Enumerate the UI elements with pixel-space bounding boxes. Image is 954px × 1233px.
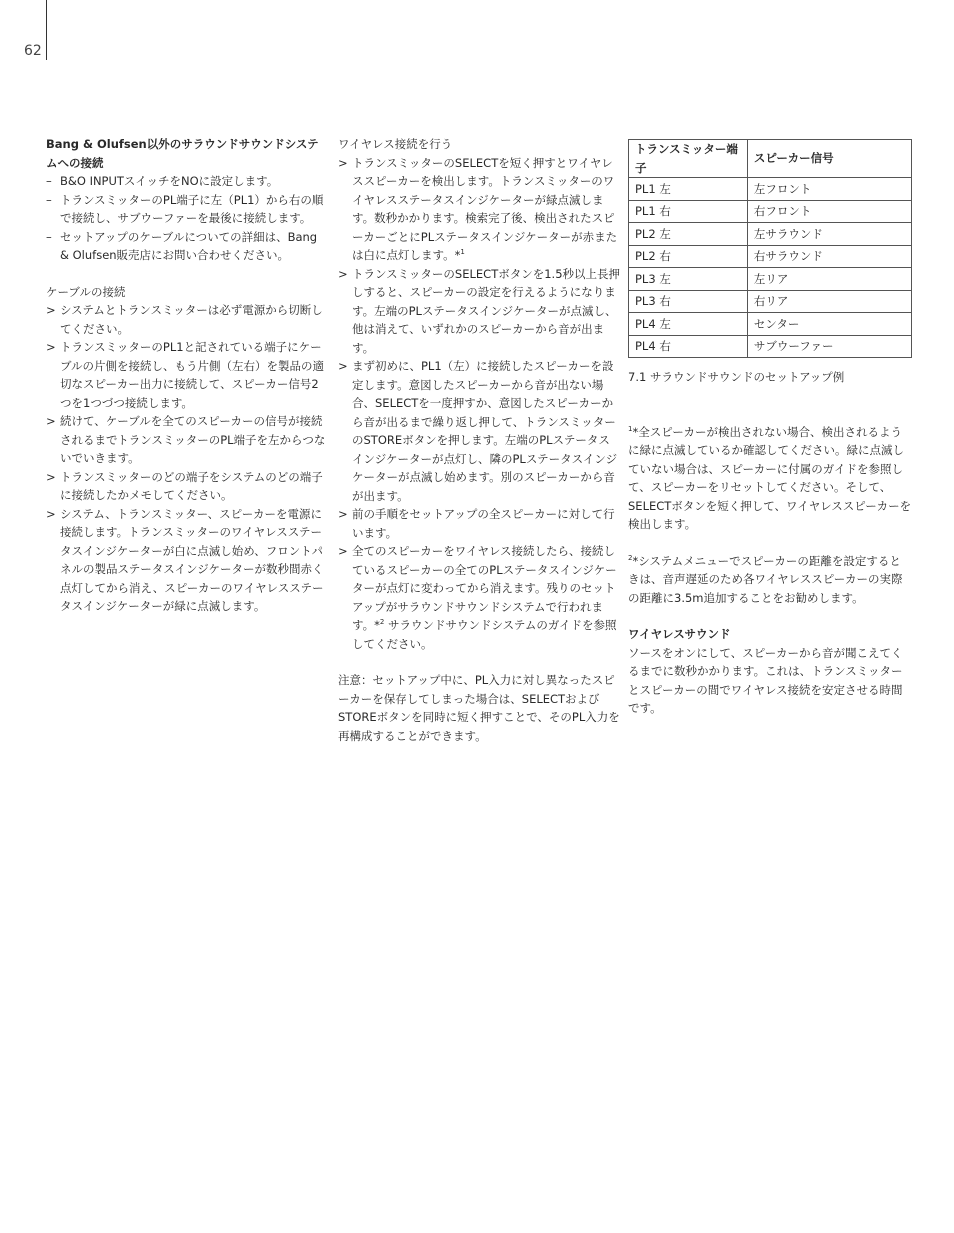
table-cell: PL3 右 [629,290,748,313]
list-item [338,542,620,653]
table-row [629,268,912,291]
arrow-marker: > [46,414,56,428]
margin-rule [46,0,47,60]
table-row [629,245,912,268]
section-heading-wireless-sound: ワイヤレスサウンド [628,627,731,641]
table-cell: 左サラウンド [747,223,911,246]
table-cell: PL1 左 [629,178,748,201]
footnote-ref: 1 [460,248,465,257]
table-cell: 右フロント [747,200,911,223]
arrow-marker: > [46,340,56,354]
arrow-marker: > [338,544,348,558]
table-cell: 右リア [747,290,911,313]
table-row [629,313,912,336]
column-left [46,135,326,616]
footnote-text: *全スピーカーが検出されない場合、検出されるように緑に点滅しているか確認してください。緑に点滅していない場合は、スピーカーに付属のガイドを参照して、スピーカーをリセットしてください。そして、SELECTボタンを短く押して、ワイヤレススピーカーを検出します。 [628,424,912,531]
table-cell: 左リア [747,268,911,291]
list-item-text-continued: サラウンドサウンドシステムのガイドを参照してください。 [352,618,617,651]
table-cell: センター [747,313,911,336]
list-item-text: B&O INPUTスイッチをNOに設定します。 [60,174,279,188]
list-item [46,301,326,338]
list-item-text: システム、トランスミッター、スピーカーを電源に接続します。トランスミッターのワイヤレスステータスインジケーターが白に点滅し始め、フロントパネルの製品ステータスインジケーターが数秒間赤く点灯してから消え、スピーカーのワイヤレスステータスインジケーターが緑に点滅します。 [60,506,324,613]
footnote-text: *システムメニューでスピーカーの距離を設定するときは、音声遅延のため各ワイヤレススピーカーの実際の距離に3.5m追加することをお勧めします。 [628,553,903,605]
arrow-marker: > [46,506,56,521]
footnote-mark: 2 [628,553,633,562]
table-header-cell: スピーカー信号 [747,140,911,178]
arrow-marker: > [46,469,56,484]
table-cell: PL4 左 [629,313,748,336]
table-cell: PL2 左 [629,223,748,246]
table-row [629,335,912,358]
footnote-mark: 1 [628,424,633,433]
list-item-text: トランスミッターのSELECTを短く押すとワイヤレススピーカーを検出します。トランスミッターのワイヤレスステータスインジケーターが緑点滅します。数秒かかります。検索完了後、検出されたスピーカーごとにPLステータスインジケーターが赤または白に点灯します。* [352,155,618,262]
table-header-row [629,140,912,178]
arrow-marker: > [338,266,348,281]
table-cell: 右サラウンド [747,245,911,268]
list-item-text: まず初めに、PL1（左）に接続したスピーカーを設定します。意図したスピーカーから音が出ない場合、SELECTを一度押すか、意図したスピーカーから音が出るまで繰り返し押して、トランスミッターのSTOREボタンを押します。左端のPLステータスインジケーターが点灯し、隣のPLステータスインジケーターが点滅し始めます。別のスピーカーから音が出ます。 [352,359,618,503]
list-item [338,357,620,505]
section-heading-wireless-connection: ワイヤレス接続を行う [338,137,453,151]
list-item-text: セットアップのケーブルについての詳細は、Bang & Olufsen販売店にお問い合わせください。 [60,229,318,262]
table-row [629,178,912,201]
page-number: 62 [24,43,42,59]
list-item-text: 前の手順をセットアップの全スピーカーに対して行います。 [352,507,615,540]
table-cell: PL3 左 [629,268,748,291]
table-row [629,200,912,223]
list-item [46,468,326,505]
column-right [628,135,912,718]
footnote-ref: 2 [379,618,385,627]
table-cell: PL4 右 [629,335,748,358]
dash-marker: – [46,192,52,207]
section-heading-cable-connection: ケーブルの接続 [46,284,126,299]
speaker-assignment-table [628,139,912,358]
column-middle [338,135,620,745]
list-item [46,505,326,616]
dash-marker: – [46,229,52,244]
note-paragraph: 注意：セットアップ中に、PL入力に対し異なったスピーカーを保存してしまった場合は、SELECTおよびSTOREボタンを同時に短く押すことで、そのPL入力を再構成することができます。 [338,673,620,743]
arrow-marker: > [338,507,348,521]
list-item-text: トランスミッターのどの端子をシステムのどの端子に接続したかメモしてください。 [60,469,323,502]
table-cell: PL2 右 [629,245,748,268]
table-cell: サブウーファー [747,335,911,358]
list-item-text: トランスミッターのPL端子に左（PL1）から右の順で接続し、サブウーファーを最後に接続します。 [60,192,324,225]
list-item [46,191,326,228]
list-item-text: 続けて、ケーブルを全てのスピーカーの信号が接続されるまでトランスミッターのPL端子を左からつないでいきます。 [60,414,326,465]
list-item-text: システムとトランスミッターは必ず電源から切断してください。 [60,303,323,336]
list-item [338,505,620,542]
arrow-marker: > [46,303,56,317]
list-item [46,412,326,468]
table-cell: 左フロント [747,178,911,201]
table-cell: PL1 右 [629,200,748,223]
list-item-text: 全てのスピーカーをワイヤレス接続したら、接続しているスピーカーの全てのPLステータスインジケーターが点灯に変わってから消えます。残りのセットアップがサラウンドサウンドシステムで行われます。* [352,544,617,632]
table-row [629,290,912,313]
table-caption: 7.1 サラウンドサウンドのセットアップ例 [628,370,845,384]
list-item [338,265,620,358]
footnote-2 [628,552,912,608]
list-item-text: トランスミッターのSELECTボタンを1.5秒以上長押しすると、スピーカーの設定を行えるようになります。左端のPLステータスインジケーターが点滅し、他は消えて、いずれかのスピーカーから音が出ます。 [352,266,621,355]
footnote-1 [628,423,912,534]
arrow-marker: > [338,155,348,170]
list-item [46,172,326,191]
list-item [338,154,620,265]
dash-marker: – [46,174,52,188]
section-heading-non-bo-surround: Bang & Olufsen以外のサラウンドサウンドシステムへの接続 [46,137,319,170]
list-item-text: トランスミッターのPL1と記されている端子にケーブルの片側を接続し、もう片側（左右）を製品の適切なスピーカー出力に接続して、スピーカー信号2つを1つづつ接続します。 [60,340,325,410]
wireless-sound-paragraph: ソースをオンにして、スピーカーから音が聞こえてくるまでに数秒かかります。これは、トランスミッターとスピーカーの間でワイヤレス接続を安定させる時間です。 [628,645,903,715]
list-item [46,228,326,265]
list-item [46,338,326,412]
table-row [629,223,912,246]
arrow-marker: > [338,359,348,373]
table-header-cell: トランスミッター端子 [629,140,748,178]
